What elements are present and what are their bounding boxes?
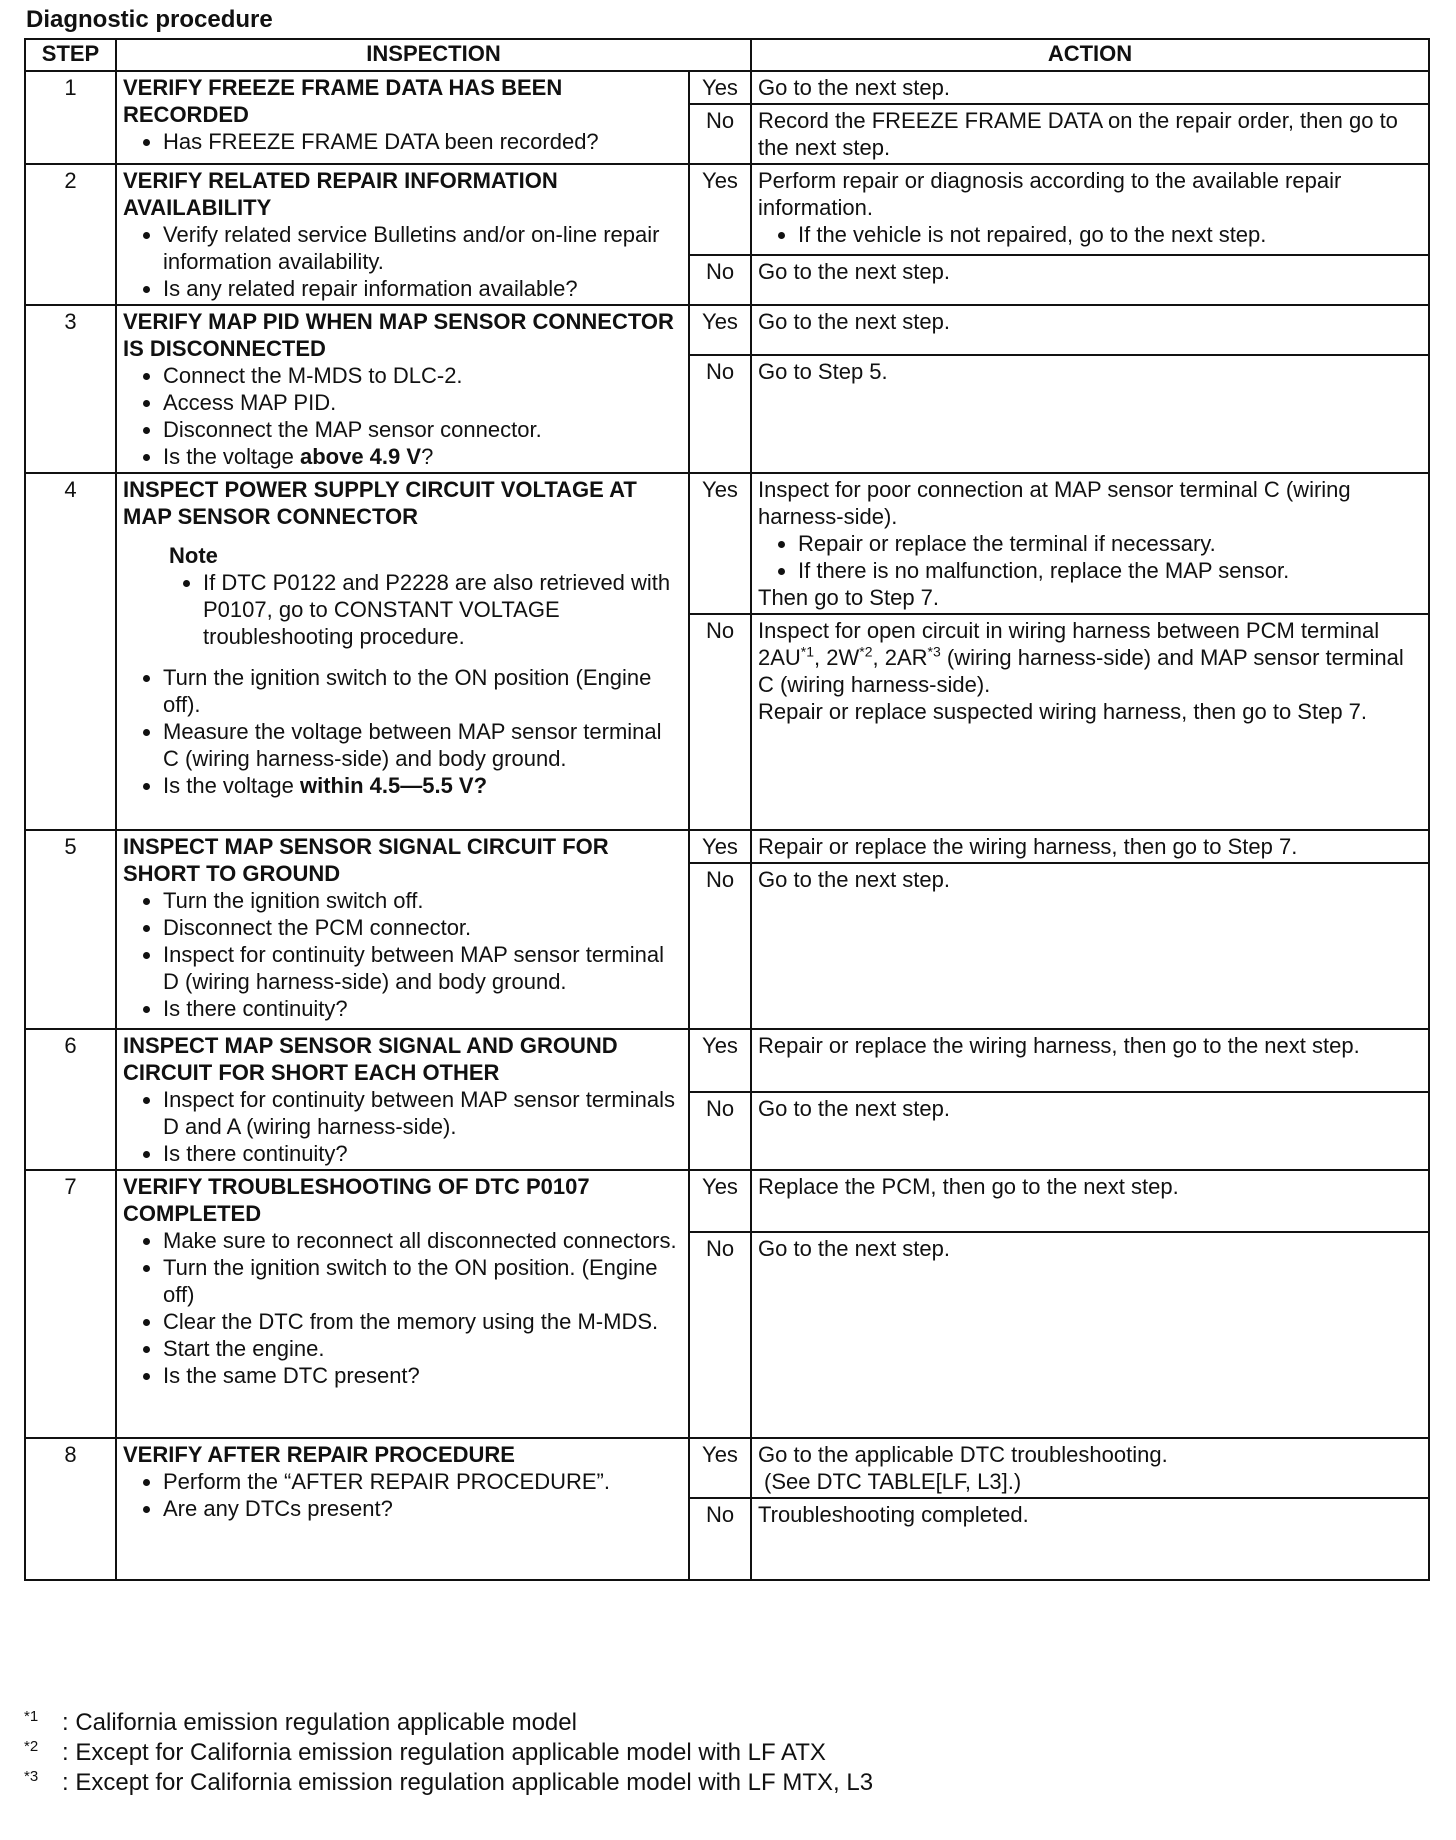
no-label: No [689,863,751,1029]
inspection-bullet: • Are any DTCs present? [163,1495,682,1522]
step-number: 5 [25,830,116,1029]
step-number: 8 [25,1438,116,1580]
step-heading: VERIFY TROUBLESHOOTING OF DTC P0107 COMPLETED [123,1174,590,1226]
action-sub-bullet: • Repair or replace the terminal if necessary. [798,530,1422,557]
no-label: No [689,1092,751,1170]
inspection-bullet: • Start the engine. [163,1335,682,1362]
step-inspection [116,164,689,305]
step-4-yes-row [25,473,1429,614]
no-action: Go to Step 5. [751,355,1429,473]
yes-action [751,164,1429,255]
inspection-bullet: • Turn the ignition switch to the ON position. (Engine off) [163,1254,682,1308]
inspection-bullet: • Inspect for continuity between MAP sensor terminals D and A (wiring harness-side). [163,1086,682,1140]
inspection-bullet: • Turn the ignition switch off. [163,887,682,914]
yes-action [751,1438,1429,1498]
footnote-text: : Except for California emission regulation applicable model with LF ATX [62,1739,826,1766]
note-block [169,542,682,650]
action-text-part: , 2W [814,645,860,670]
step-8-yes-row [25,1438,1429,1498]
step-6-yes-row [25,1029,1429,1092]
step-heading: INSPECT MAP SENSOR SIGNAL CIRCUIT FOR SHORT TO GROUND [123,834,609,886]
step-1-yes-row [25,71,1429,104]
no-label: No [689,614,751,830]
no-action: Go to the next step. [751,255,1429,305]
step-inspection [116,830,689,1029]
step-number: 4 [25,473,116,830]
footnote [24,1768,873,1798]
footnote-ref: *3 [927,643,941,660]
step-number: 7 [25,1170,116,1438]
header-action: ACTION [751,39,1429,71]
yes-action-after: (See DTC TABLE[LF, L3].) [764,1469,1022,1494]
no-action: Go to the next step. [751,1092,1429,1170]
diagnostic-table [24,38,1430,1581]
page-title: Diagnostic procedure [26,6,273,33]
step-heading: VERIFY FREEZE FRAME DATA HAS BEEN RECORDED [123,75,563,127]
inspection-question [163,772,682,799]
question-emphasis: above 4.9 V [299,444,422,469]
step-7-yes-row [25,1170,1429,1232]
yes-action: Repair or replace the wiring harness, then go to Step 7. [751,830,1429,863]
yes-label: Yes [689,1170,751,1232]
inspection-question [163,443,682,470]
inspection-bullet: • Measure the voltage between MAP sensor terminal C (wiring harness-side) and body ground. [163,718,682,772]
step-5-yes-row [25,830,1429,863]
inspection-bullet: • Clear the DTC from the memory using the M-MDS. [163,1308,682,1335]
step-number: 3 [25,305,116,473]
inspection-bullet: • Is there continuity? [163,995,682,1022]
no-label: No [689,1498,751,1580]
step-inspection [116,473,689,830]
yes-label: Yes [689,71,751,104]
header-step: STEP [25,39,116,71]
no-label: No [689,355,751,473]
step-number: 6 [25,1029,116,1170]
no-action [751,614,1429,830]
question-emphasis: within 4.5—5.5 V? [299,773,488,798]
no-action-text [758,617,1422,698]
no-label: No [689,104,751,164]
yes-action: Go to the next step. [751,71,1429,104]
table-header-row [25,39,1429,71]
step-heading: INSPECT POWER SUPPLY CIRCUIT VOLTAGE AT MAP SENSOR CONNECTOR [123,477,637,529]
note-item: • If DTC P0122 and P2228 are also retrieved with P0107, go to CONSTANT VOLTAGE troubleshooting procedure. [203,569,682,650]
no-label: No [689,1232,751,1438]
action-sub-bullet: • If the vehicle is not repaired, go to the next step. [798,221,1422,248]
footnote-ref: *2 [859,643,873,660]
footnote-mark: *3 [24,1768,39,1785]
inspection-bullet: • Make sure to reconnect all disconnected connectors. [163,1227,682,1254]
inspection-bullet: • Turn the ignition switch to the ON position (Engine off). [163,664,682,718]
no-action: Troubleshooting completed. [751,1498,1429,1580]
yes-action: Replace the PCM, then go to the next step. [751,1170,1429,1232]
inspection-bullet: • Is the same DTC present? [163,1362,682,1389]
yes-action: Repair or replace the wiring harness, then go to the next step. [751,1029,1429,1092]
inspection-bullet: • Connect the M-MDS to DLC-2. [163,362,682,389]
step-inspection [116,71,689,164]
inspection-bullet: • Is there continuity? [163,1140,682,1167]
yes-action [751,473,1429,614]
footnote-text: : Except for California emission regulation applicable model with LF MTX, L3 [62,1769,874,1796]
step-3-yes-row [25,305,1429,355]
header-inspection: INSPECTION [116,39,751,71]
no-action: Record the FREEZE FRAME DATA on the repair order, then go to the next step. [751,104,1429,164]
yes-action: Go to the next step. [751,305,1429,355]
step-heading: VERIFY MAP PID WHEN MAP SENSOR CONNECTOR IS DISCONNECTED [123,309,674,361]
yes-label: Yes [689,305,751,355]
step-inspection [116,1029,689,1170]
no-action: Go to the next step. [751,1232,1429,1438]
inspection-bullet: • Disconnect the MAP sensor connector. [163,416,682,443]
question-text: Is the voltage [163,444,300,469]
action-sub-bullet: • If there is no malfunction, replace the MAP sensor. [798,557,1422,584]
no-label: No [689,255,751,305]
inspection-bullet: • Verify related service Bulletins and/or on-line repair information availability. [163,221,682,275]
action-text-part: Inspect for open circuit in wiring harness between PCM terminal 2AU [758,618,1380,670]
inspection-bullet: • Has FREEZE FRAME DATA been recorded? [163,128,682,155]
step-inspection [116,1170,689,1438]
step-heading: VERIFY AFTER REPAIR PROCEDURE [123,1442,515,1467]
yes-action-text: Go to the applicable DTC troubleshooting. [758,1442,1168,1467]
action-text-part: , 2AR [872,645,928,670]
yes-label: Yes [689,473,751,614]
footnote-mark: *2 [24,1738,39,1755]
step-number: 1 [25,71,116,164]
note-title: Note [169,543,218,568]
yes-action-after: Then go to Step 7. [758,585,940,610]
footnote [24,1708,873,1738]
footnote-ref: *1 [800,643,815,660]
no-action-text-2: Repair or replace suspected wiring harness, then go to Step 7. [758,699,1368,724]
yes-action-text: Inspect for poor connection at MAP sensor terminal C (wiring harness-side). [758,477,1351,529]
step-heading: VERIFY RELATED REPAIR INFORMATION AVAILABILITY [123,168,558,220]
footnotes [24,1708,873,1798]
yes-action-text: Perform repair or diagnosis according to the available repair information. [758,168,1342,220]
step-inspection [116,1438,689,1580]
yes-label: Yes [689,164,751,255]
yes-label: Yes [689,1438,751,1498]
footnote-mark: *1 [24,1708,39,1725]
inspection-bullet: • Access MAP PID. [163,389,682,416]
inspection-bullet: • Is any related repair information available? [163,275,682,302]
yes-label: Yes [689,830,751,863]
step-inspection [116,305,689,473]
footnote [24,1738,873,1768]
step-2-yes-row [25,164,1429,255]
inspection-bullet: • Inspect for continuity between MAP sensor terminal D (wiring harness-side) and body ground. [163,941,682,995]
no-action: Go to the next step. [751,863,1429,1029]
question-end: ? [421,444,434,469]
yes-label: Yes [689,1029,751,1092]
step-heading: INSPECT MAP SENSOR SIGNAL AND GROUND CIRCUIT FOR SHORT EACH OTHER [123,1033,618,1085]
footnote-text: : California emission regulation applicable model [62,1709,577,1736]
inspection-bullet: • Disconnect the PCM connector. [163,914,682,941]
question-text: Is the voltage [163,773,300,798]
action-text-part: (wiring harness-side) and MAP sensor terminal C (wiring harness-side). [758,645,1404,697]
inspection-bullet: • Perform the “AFTER REPAIR PROCEDURE”. [163,1468,682,1495]
step-number: 2 [25,164,116,305]
